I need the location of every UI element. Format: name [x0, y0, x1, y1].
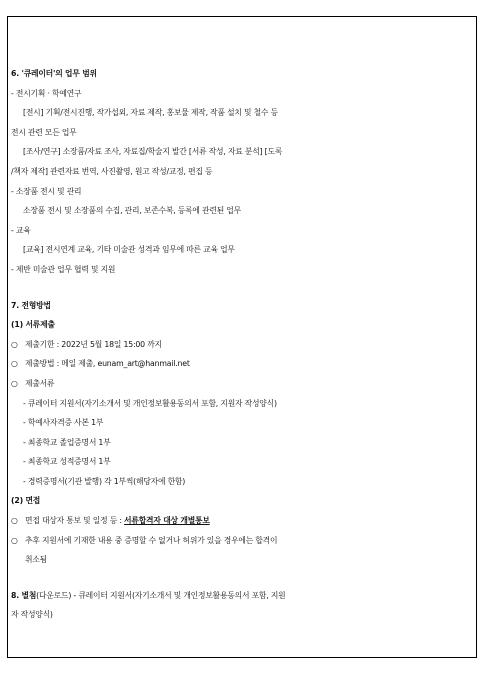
section-8-title: 8. 별첨	[11, 590, 37, 600]
circle-bullet-icon: ○	[11, 535, 18, 545]
duty-exhibition-detail: [전시] 기획/전시진행, 작가섭외, 자료 제작, 홍보물 제작, 작품 설치 및 철수 등	[23, 108, 278, 118]
method-item: ○ 제출방법 : 메일 제출, eunam_art@hanmail.net	[11, 354, 473, 374]
cancellation-note-cont: 취소됨	[25, 555, 47, 565]
subsection-document-submission: (1) 서류제출	[11, 320, 55, 330]
subsection-interview: (2) 면접	[11, 496, 41, 506]
duty-research-detail: [조사/연구] 소장품/자료 조사, 자료집/학술지 발간 [서류 작성, 자료 분석] [도록	[23, 147, 283, 157]
circle-bullet-icon: ○	[11, 378, 18, 388]
duty-collection: - 소장품 전시 및 관리	[11, 186, 82, 196]
attachment-download-link[interactable]: (다운로드) - 큐레이터 지원서(자기소개서 및 개인정보활용동의서 포함, 지원	[36, 590, 286, 600]
document-curator-license: - 학예사자격증 사본 1부	[23, 418, 104, 428]
interview-notice-emphasis: 서류합격자 대상 개별통보	[124, 516, 210, 526]
duty-exhibition-detail-cont: 전시 관련 모든 업무	[11, 127, 77, 137]
section-8-attachment	[11, 586, 473, 606]
document-application-form: - 큐레이터 지원서(자기소개서 및 개인정보활용동의서 포함, 지원자 작성양식)	[23, 398, 277, 408]
duty-collection-detail: 소장품 전시 및 소장품의 수집, 관리, 보존수복, 등록에 관련된 업무	[23, 206, 241, 216]
duty-education: - 교육	[11, 225, 31, 235]
section-8-attachment-cont: 자 작성양식)	[11, 610, 53, 620]
duty-education-detail: [교육] 전시연계 교육, 기타 미술관 성격과 임무에 따른 교육 업무	[23, 245, 235, 255]
section-7-title: 7. 전형방법	[11, 300, 51, 310]
circle-bullet-icon: ○	[11, 359, 18, 369]
document-graduation-cert: - 최종학교 졸업증명서 1부	[23, 437, 111, 447]
document-transcript: - 최종학교 성적증명서 1부	[23, 457, 111, 467]
interview-notice-item: ○ 면접 대상자 통보 및 일정 등 : 서류합격자 대상 개별통보	[11, 511, 473, 531]
duty-support: - 제반 미술관 업무 협력 및 지원	[11, 264, 116, 274]
circle-bullet-icon: ○	[11, 516, 18, 526]
duty-research-detail-cont: /책자 제작] 관련자료 번역, 사진촬영, 원고 작성/교정, 편집 등	[11, 166, 213, 176]
document-career-cert: - 경력증명서(기관 발행) 각 1부씩(해당자에 한함)	[23, 476, 186, 486]
documents-item: ○ 제출서류	[11, 374, 473, 394]
deadline-item: ○ 제출기한 : 2022년 5월 18일 15:00 까지	[11, 335, 473, 355]
cancellation-note-item: ○ 추후 지원서에 기재한 내용 중 증명할 수 없거나 허위가 있을 경우에는 합격이	[11, 531, 473, 551]
section-6-title: 6. '큐레이터'의 업무 범위	[11, 69, 97, 78]
document-body	[11, 64, 473, 625]
circle-bullet-icon: ○	[11, 339, 18, 349]
duty-exhibition-research: - 전시기획 · 학예연구	[11, 88, 82, 98]
